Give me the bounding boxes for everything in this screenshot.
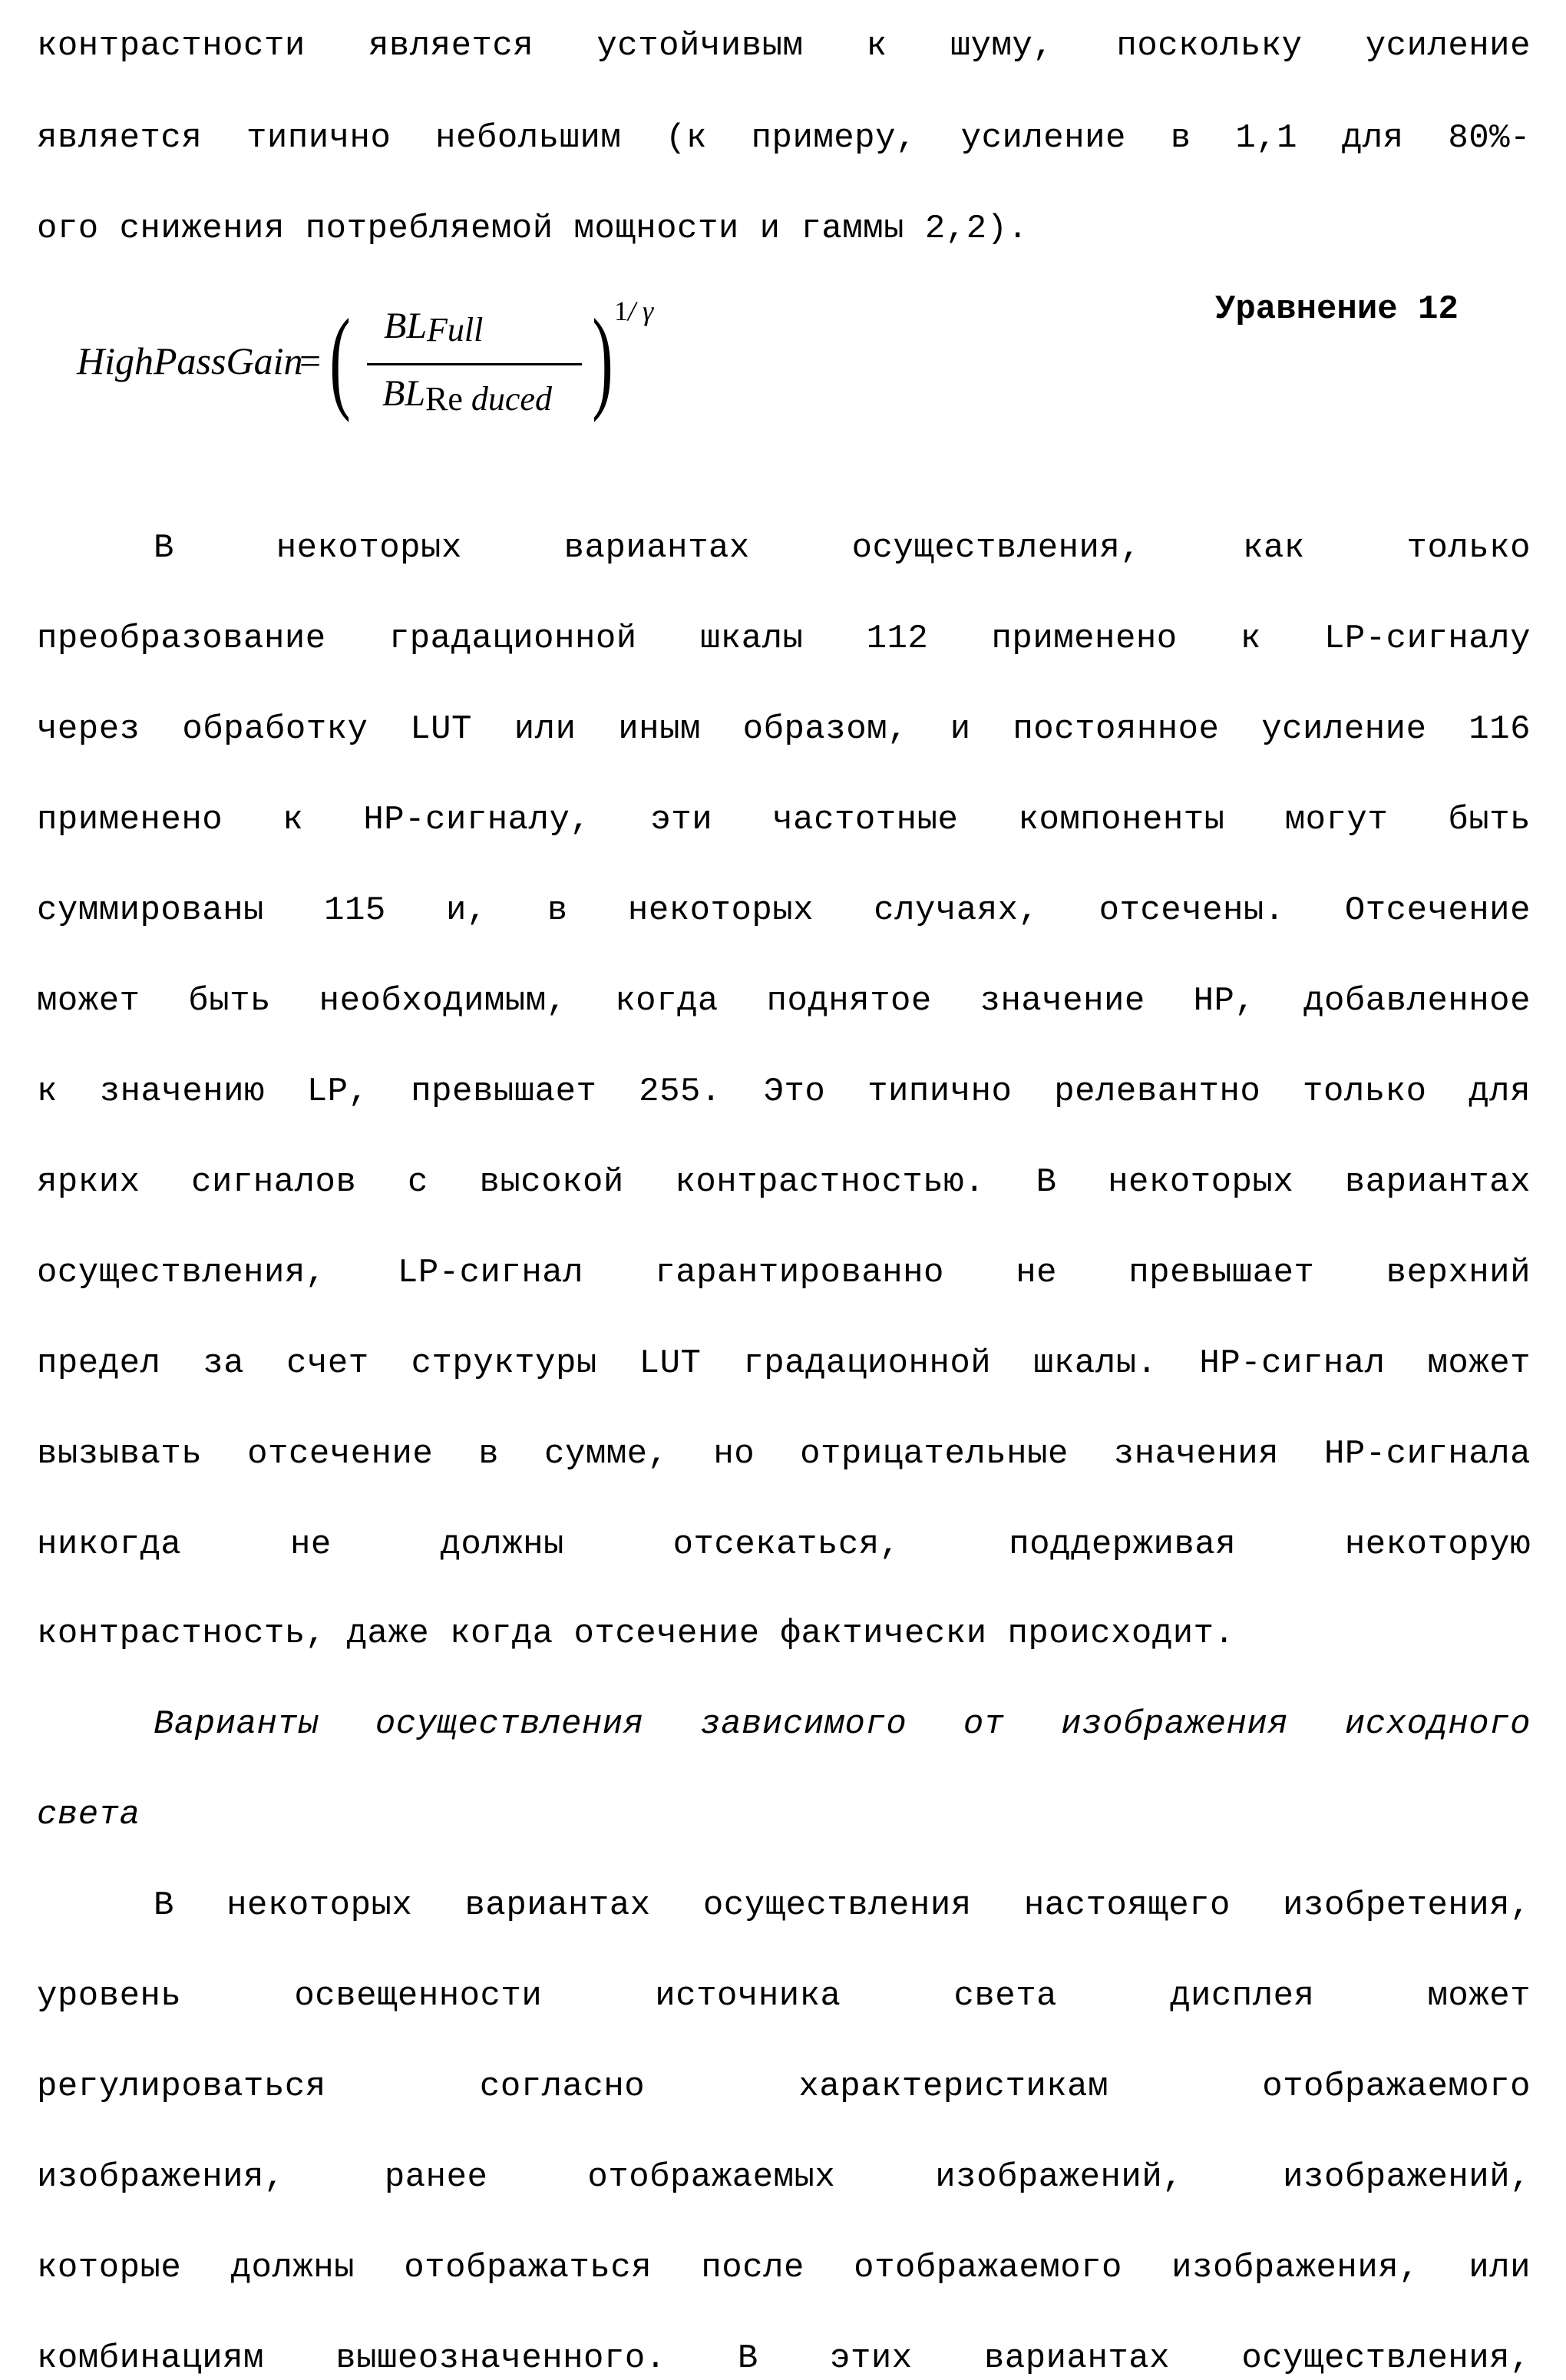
text-line: контрастность, даже когда отсечение фактически происходит. [37,1615,1235,1653]
text-line: ого снижения потребляемой мощности и гаммы 2,2). [37,210,1029,248]
denominator-subscript-italic: duced [462,380,552,418]
fraction-bar [367,363,582,365]
text-line: регулироваться согласно характеристикам отображаемого [37,2068,1531,2106]
text-line: ярких сигналов с высокой контрастностью. В некоторых вариантах [37,1163,1531,1202]
text-line: осуществления, LP-сигнал гарантированно не превышает верхний [37,1254,1531,1292]
equation-exponent [614,296,653,326]
text-line: уровень освещенности источника света дисплея может [37,1977,1531,2015]
text-line: В некоторых вариантах осуществления настоящего изобретения, [154,1886,1531,1925]
text-line: В некоторых вариантах осуществления, как только [154,529,1531,567]
text-line: может быть необходимым, когда поднятое значение HP, добавленное [37,982,1531,1020]
denominator-subscript-upright: Re [425,380,463,418]
text-line: через обработку LUT или иным образом, и постоянное усиление 116 [37,710,1531,749]
equation-paren-right: ) [592,296,613,423]
equation-equals: = [299,339,322,382]
text-line: которые должны отображаться после отображаемого изображения, или [37,2249,1531,2287]
text-line: изображения, ранее отображаемых изображений, изображений, [37,2158,1531,2197]
equation-numerator [384,305,483,349]
numerator-subscript: Full [427,311,484,349]
equation-denominator [382,372,552,416]
numerator-base: BL [384,306,428,346]
equation-lhs: HighPassGain [77,339,303,382]
text-line: суммированы 115 и, в некоторых случаях, отсечены. Отсечение [37,891,1531,930]
equation-label: Уравнение 12 [1215,290,1459,329]
text-line: вызывать отсечение в сумме, но отрицательные значения HP-сигнала [37,1435,1531,1473]
exponent-number: 1 [614,296,628,326]
text-line: преобразование градационной шкалы 112 применено к LP-сигналу [37,620,1531,658]
equation-paren-left: ( [329,296,351,423]
exponent-gamma: / γ [628,296,654,326]
section-heading-continued: света [37,1796,140,1834]
denominator-base: BL [382,373,426,414]
text-line: комбинациям вышеозначенного. В этих вариантах осуществления, [37,2339,1531,2378]
text-line: контрастности является устойчивым к шуму, поскольку усиление [37,27,1531,65]
text-line: является типично небольшим (к примеру, усиление в 1,1 для 80%- [37,119,1531,157]
text-line: никогда не должны отсекаться, поддерживая некоторую [37,1526,1531,1564]
text-line: предел за счет структуры LUT градационной шкалы. HP-сигнал может [37,1344,1531,1383]
equation-high-pass-gain [77,296,660,434]
text-line: к значению LP, превышает 255. Это типично релевантно только для [37,1073,1531,1111]
denominator-subscript [425,380,552,418]
section-heading: Варианты осуществления зависимого от изображения исходного [154,1705,1531,1744]
text-line: применено к HP-сигналу, эти частотные компоненты могут быть [37,801,1531,839]
